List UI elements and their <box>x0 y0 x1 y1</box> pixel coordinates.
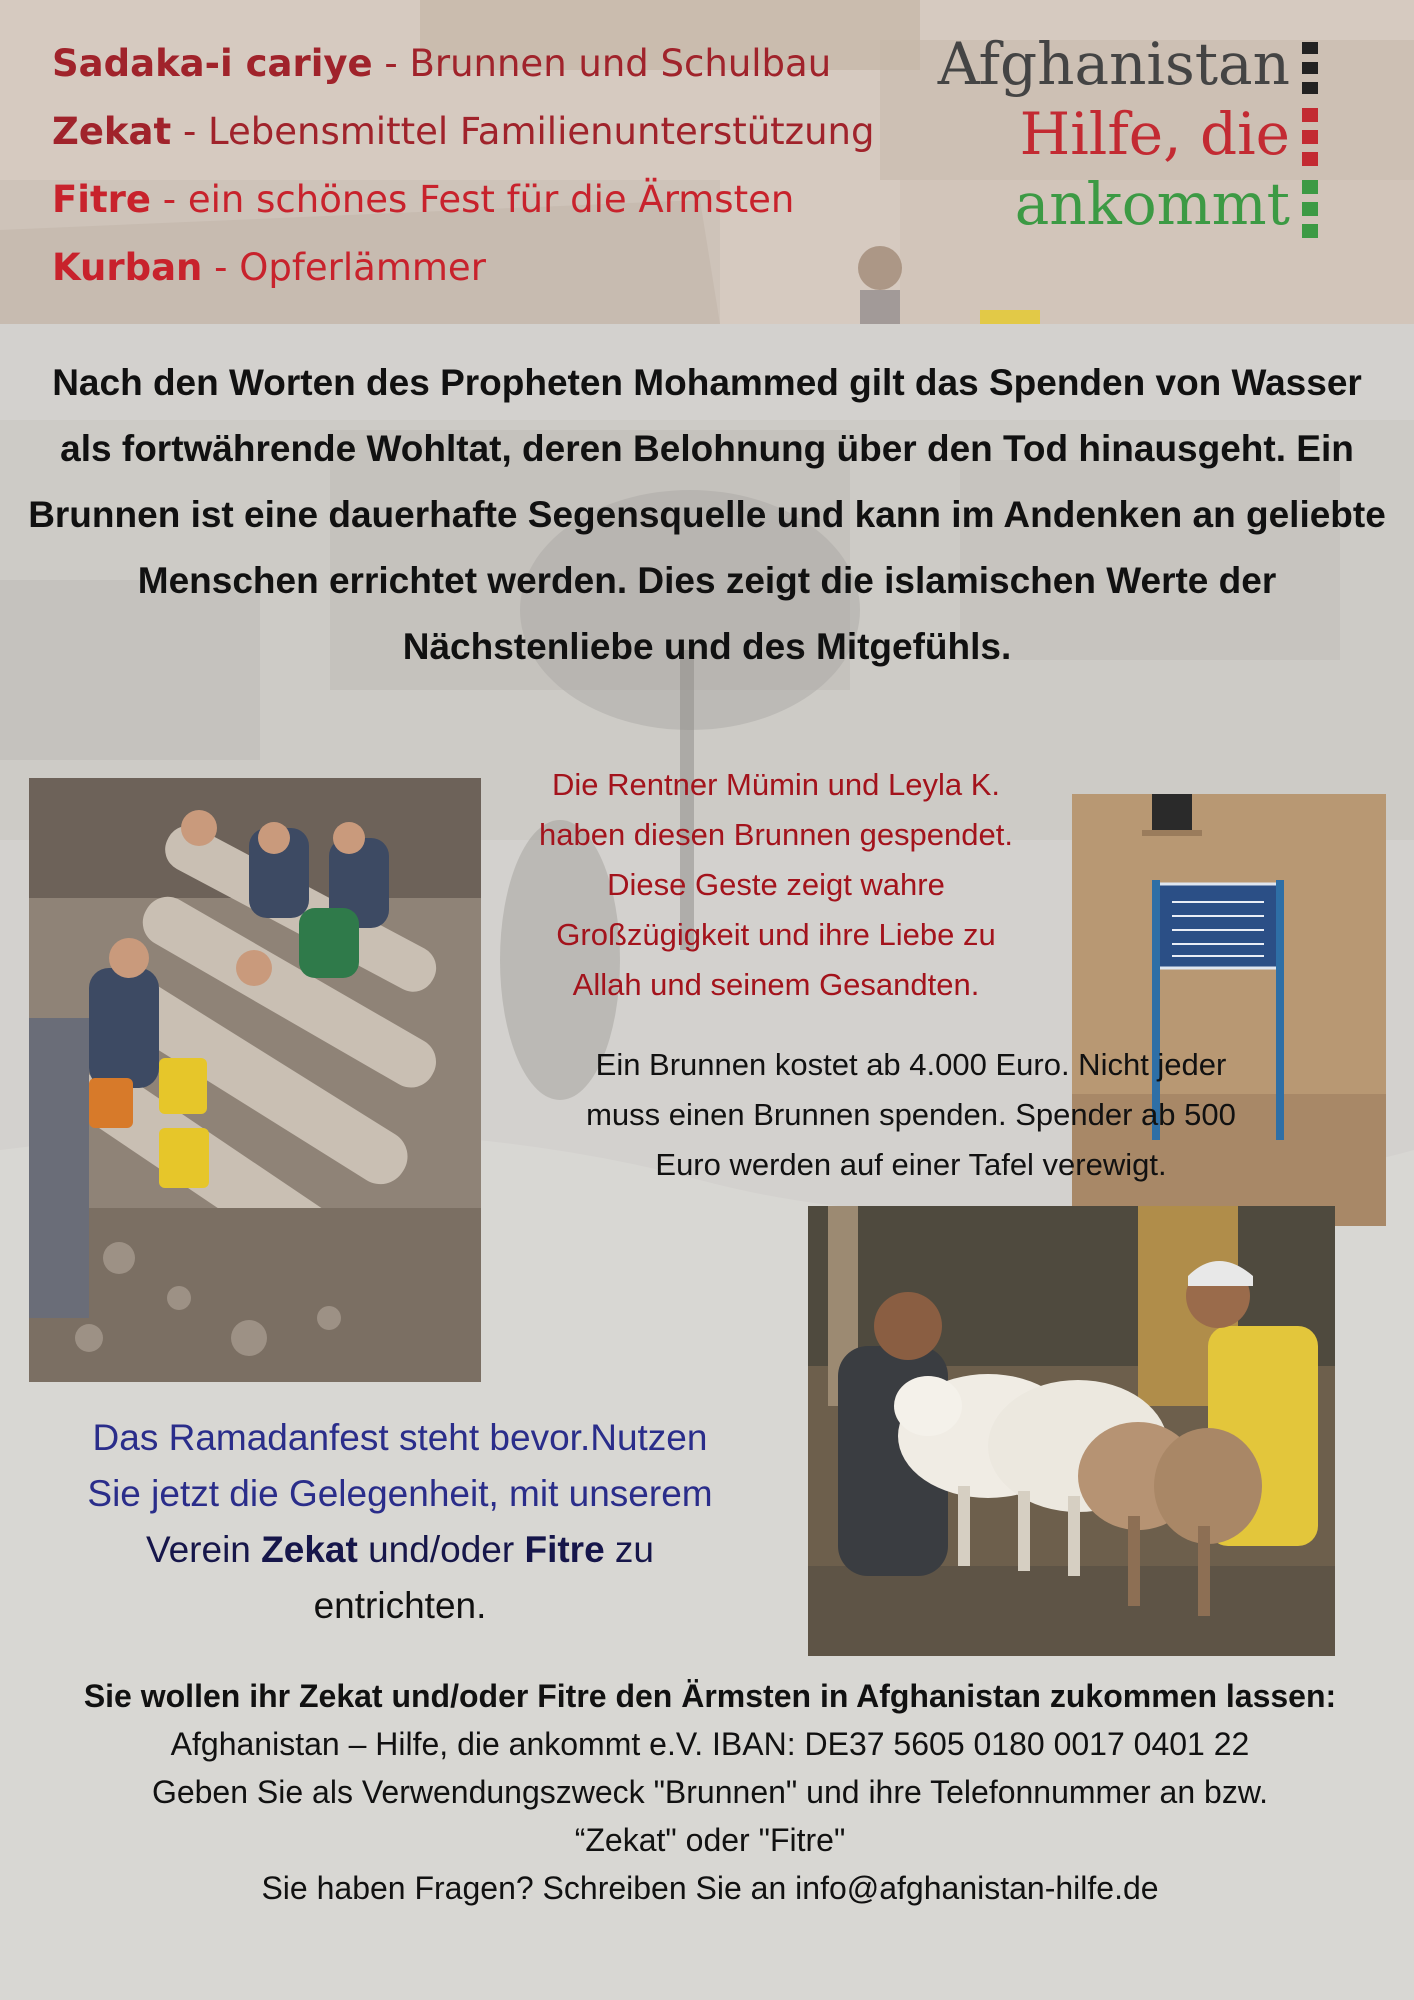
intro-paragraph: Nach den Worten des Propheten Mohammed gilt das Spenden von Wasser als fortwährende Wohltat, deren Belohnung über den Tod hinausgeht. Ein Brunnen ist eine dauerhafte Segensquelle und kann im Andenken an geliebte Menschen errichtet werden. Dies zeigt die islamischen Werte der Nächstenliebe und des Mitgefühls. <box>28 362 1386 667</box>
ramadan-text: und/oder <box>357 1529 525 1570</box>
list-item-sadaka <box>52 30 932 98</box>
list-term: Sadaka-i cariye <box>52 42 373 85</box>
ramadan-line-1: Das Ramadanfest steht bevor.Nutzen <box>92 1417 708 1458</box>
list-item-kurban <box>52 234 932 302</box>
purpose-line-1: Geben Sie als Verwendungszweck "Brunnen" und ihre Telefonnummer an bzw. <box>151 1774 1269 1810</box>
ramadan-line-4: entrichten. <box>313 1585 487 1626</box>
donation-info-footer <box>60 1672 1360 1912</box>
ramadan-text: Verein <box>145 1529 262 1570</box>
donors-line: Diese Geste zeigt wahre <box>607 867 945 902</box>
ramadan-text: zu <box>604 1529 655 1570</box>
fitre-term: Fitre <box>524 1529 605 1570</box>
logo-flag-bar-black <box>1302 42 1318 100</box>
list-term: Zekat <box>52 110 172 153</box>
list-desc: - Opferlämmer <box>202 246 486 289</box>
cost-line: Ein Brunnen kostet ab 4.000 Euro. Nicht jeder <box>595 1047 1227 1082</box>
footer-question: Sie wollen ihr Zekat und/oder Fitre den Ärmsten in Afghanistan zukommen lassen: <box>83 1678 1337 1714</box>
ramadan-appeal-text <box>40 1410 760 1634</box>
donors-line: haben diesen Brunnen gespendet. <box>538 817 1013 852</box>
cost-line: Euro werden auf einer Tafel verewigt. <box>655 1147 1167 1182</box>
list-desc: - Lebensmittel Familienunterstützung <box>171 110 875 153</box>
list-term: Fitre <box>52 178 151 221</box>
bank-details: Afghanistan – Hilfe, die ankommt e.V. IBAN: DE37 5605 0180 0017 0401 22 <box>170 1726 1250 1762</box>
logo-line-2: Hilfe, die <box>1019 100 1290 168</box>
donors-line: Die Rentner Mümin und Leyla K. <box>551 767 1000 802</box>
donors-line: Großzügigkeit und ihre Liebe zu <box>556 917 996 952</box>
contact-line: Sie haben Fragen? Schreiben Sie an info@afghanistan-hilfe.de <box>261 1870 1159 1906</box>
logo-line-1: Afghanistan <box>937 30 1290 98</box>
organization-logo <box>937 30 1340 240</box>
donors-text <box>486 760 1066 1010</box>
ramadan-line-2: Sie jetzt die Gelegenheit, mit unserem <box>87 1473 713 1514</box>
well-cost-text <box>516 1040 1306 1190</box>
logo-flag-bar-red <box>1302 108 1318 174</box>
purpose-line-2: “Zekat" oder "Fitre" <box>574 1822 846 1858</box>
ramadan-line-3 <box>40 1522 760 1578</box>
logo-line-3: ankommt <box>1014 170 1290 238</box>
list-desc: - ein schönes Fest für die Ärmsten <box>151 178 795 221</box>
list-item-fitre <box>52 166 932 234</box>
cost-line: muss einen Brunnen spenden. Spender ab 500 <box>586 1097 1236 1132</box>
donation-types-list <box>52 30 932 302</box>
children-well-photo <box>29 778 481 1382</box>
logo-flag-bar-green <box>1302 180 1318 242</box>
list-item-zekat <box>52 98 932 166</box>
list-term: Kurban <box>52 246 203 289</box>
sheep-photo <box>808 1206 1335 1656</box>
donors-line: Allah und seinem Gesandten. <box>572 967 980 1002</box>
list-desc: - Brunnen und Schulbau <box>372 42 832 85</box>
zekat-term: Zekat <box>261 1529 358 1570</box>
